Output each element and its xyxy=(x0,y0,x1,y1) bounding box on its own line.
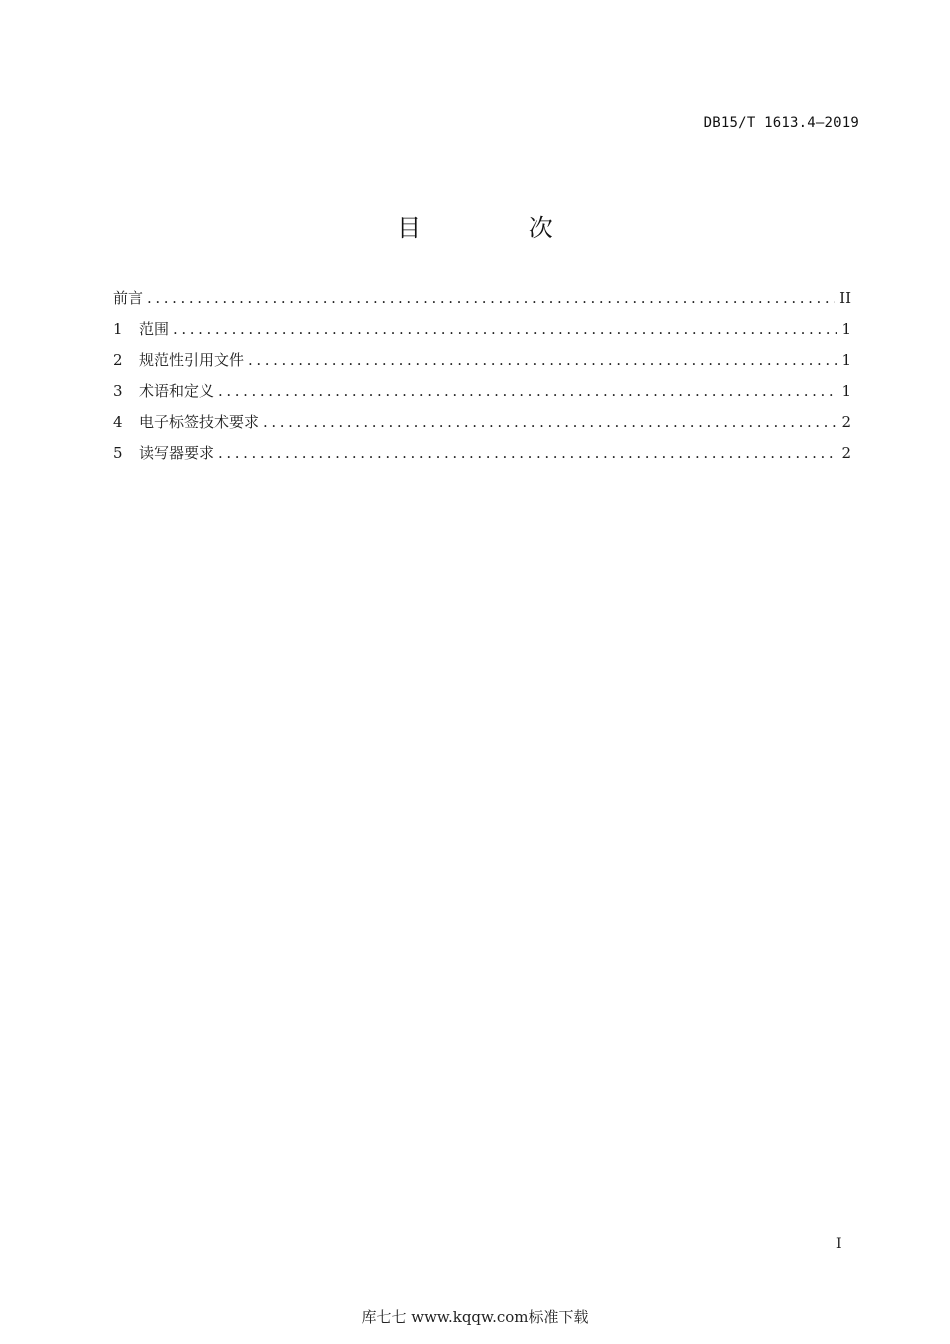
toc-entry-tag-requirements[interactable] xyxy=(113,411,851,442)
toc-dot-leader xyxy=(218,380,837,402)
toc-entry-label: 规范性引用文件 xyxy=(139,351,245,369)
toc-entry-label: 前言 xyxy=(113,289,144,307)
toc-entry-number: 2 xyxy=(113,351,123,369)
toc-entry-scope[interactable] xyxy=(113,318,851,349)
toc-dot-leader xyxy=(218,442,837,464)
toc-dot-leader xyxy=(147,287,835,309)
toc-entry-reader-requirements[interactable] xyxy=(113,442,851,473)
toc-entry-page: 1 xyxy=(841,351,851,369)
toc-entry-page: 2 xyxy=(841,413,851,431)
toc-entry-number: 1 xyxy=(113,320,123,338)
toc-entry-number: 3 xyxy=(113,382,123,400)
toc-entry-normative-references[interactable] xyxy=(113,349,851,380)
toc-dot-leader xyxy=(263,411,837,433)
page-title: 目 次 xyxy=(397,214,603,242)
footer-watermark: 库七七 www.kqqw.com标准下载 xyxy=(361,1308,589,1326)
page-number: I xyxy=(836,1236,842,1252)
toc-entry-label: 术语和定义 xyxy=(139,382,215,400)
toc-entry-page: 1 xyxy=(841,382,851,400)
toc-entry-page: 1 xyxy=(841,320,851,338)
toc-entry-number: 4 xyxy=(113,413,123,431)
document-code: DB15/T 1613.4—2019 xyxy=(703,115,859,131)
toc-entry-label: 读写器要求 xyxy=(139,444,215,462)
toc-entry-terms-definitions[interactable] xyxy=(113,380,851,411)
toc-dot-leader xyxy=(248,349,837,371)
toc-entry-foreword[interactable] xyxy=(113,287,851,318)
toc-dot-leader xyxy=(173,318,837,340)
toc-entry-page: II xyxy=(839,289,851,307)
toc-entry-label: 范围 xyxy=(139,320,170,338)
toc-entry-page: 2 xyxy=(841,444,851,462)
toc-entry-number: 5 xyxy=(113,444,123,462)
table-of-contents xyxy=(113,287,851,473)
toc-entry-label: 电子标签技术要求 xyxy=(139,413,260,431)
